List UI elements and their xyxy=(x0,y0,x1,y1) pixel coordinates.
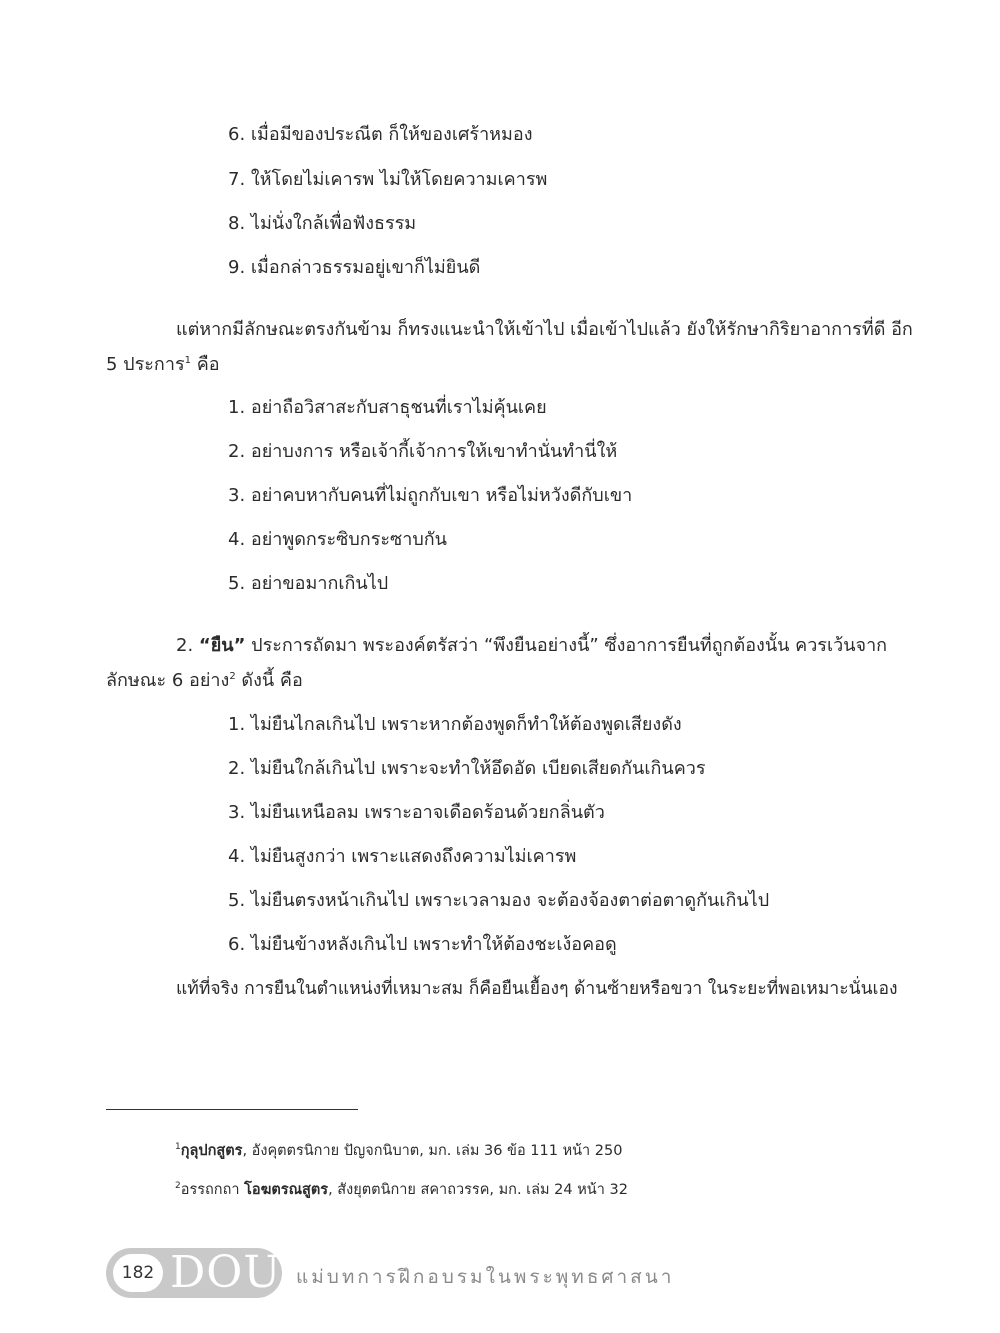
paragraph-text: ดังนี้ คือ xyxy=(235,670,303,691)
page-number: 182 xyxy=(113,1254,163,1292)
footnote-ref: 2 xyxy=(229,671,236,682)
list-item: 7. ให้โดยไม่เคารพ ไม่ให้โดยความเคารพ xyxy=(228,169,548,190)
footnote-ref: 1 xyxy=(184,355,191,366)
footnote xyxy=(175,1141,622,1161)
list-item: 8. ไม่นั่งใกล้เพื่อฟังธรรม xyxy=(228,213,417,234)
footnote-number: 1 xyxy=(175,1142,181,1153)
list-item: 5. อย่าขอมากเกินไป xyxy=(228,573,389,594)
paragraph-text: คือ xyxy=(190,354,220,375)
paragraph-line xyxy=(106,352,220,378)
list-item: 1. อย่าถือวิสาสะกับสาธุชนที่เราไม่คุ้นเคย xyxy=(228,397,547,418)
list-item: 4. ไม่ยืนสูงกว่า เพราะแสดงถึงความไม่เคารพ xyxy=(228,846,577,867)
course-title: แม่บทการฝึกอบรมในพระพุทธศาสนา xyxy=(296,1266,675,1288)
list-item: 4. อย่าพูดกระซิบกระซาบกัน xyxy=(228,529,447,550)
list-item: 3. ไม่ยืนเหนือลม เพราะอาจเดือดร้อนด้วยกลิ่นตัว xyxy=(228,802,605,823)
paragraph-line: แต่หากมีลักษณะตรงกันข้าม ก็ทรงแนะนำให้เข้าไป เมื่อเข้าไปแล้ว ยังให้รักษากิริยาอาการที่ดี อีก xyxy=(176,319,913,340)
footnote-title: กุลุปกสูตร xyxy=(180,1143,243,1159)
paragraph-text: 2. xyxy=(176,635,199,656)
footnote-text: , สังยุตตนิกาย สคาถวรรค, มก. เล่ม 24 หน้า 32 xyxy=(328,1182,628,1198)
paragraph-text: ประการถัดมา พระองค์ตรัสว่า “พึงยืนอย่างนี้” ซึ่งอาการยืนที่ถูกต้องนั้น ควรเว้นจาก xyxy=(245,635,888,656)
list-item: 6. เมื่อมีของประณีต ก็ให้ของเศร้าหมอง xyxy=(228,124,533,145)
dou-logo: DOU xyxy=(170,1247,282,1298)
paragraph-line: แท้ที่จริง การยืนในตำแหน่งที่เหมาะสม ก็คือยืนเยื้องๆ ด้านซ้ายหรือขวา ในระยะที่พอเหมาะนั่นเอง xyxy=(176,979,898,999)
list-item: 2. ไม่ยืนใกล้เกินไป เพราะจะทำให้อึดอัด เบียดเสียดกันเกินควร xyxy=(228,758,706,779)
list-item: 9. เมื่อกล่าวธรรมอยู่เขาก็ไม่ยินดี xyxy=(228,257,481,278)
list-item: 5. ไม่ยืนตรงหน้าเกินไป เพราะเวลามอง จะต้องจ้องตาต่อตาดูกันเกินไป xyxy=(228,890,770,911)
paragraph-line xyxy=(106,668,303,694)
paragraph-text: 5 ประการ xyxy=(106,354,185,375)
bold-term: “ยืน” xyxy=(198,635,246,656)
list-item: 6. ไม่ยืนข้างหลังเกินไป เพราะทำให้ต้องชะเง้อคอดู xyxy=(228,934,617,955)
footnote xyxy=(175,1180,628,1200)
list-item: 1. ไม่ยืนไกลเกินไป เพราะหากต้องพูดก็ทำให้ต้องพูดเสียงดัง xyxy=(228,714,682,735)
footnote-text: อรรถกถา xyxy=(180,1182,245,1198)
footnote-text: , อังคุตตรนิกาย ปัญจกนิบาต, มก. เล่ม 36 ข้อ 111 หน้า 250 xyxy=(242,1143,623,1159)
footnote-title: โอฆตรณสูตร xyxy=(244,1182,329,1198)
footnote-number: 2 xyxy=(175,1181,181,1192)
list-item: 3. อย่าคบหากับคนที่ไม่ถูกกับเขา หรือไม่หวังดีกับเขา xyxy=(228,485,633,506)
paragraph-line xyxy=(176,633,887,659)
list-item: 2. อย่าบงการ หรือเจ้ากี้เจ้าการให้เขาทำนั่นทำนี่ให้ xyxy=(228,441,618,462)
paragraph-text: ลักษณะ 6 อย่าง xyxy=(106,670,230,691)
footnote-divider xyxy=(106,1109,358,1110)
